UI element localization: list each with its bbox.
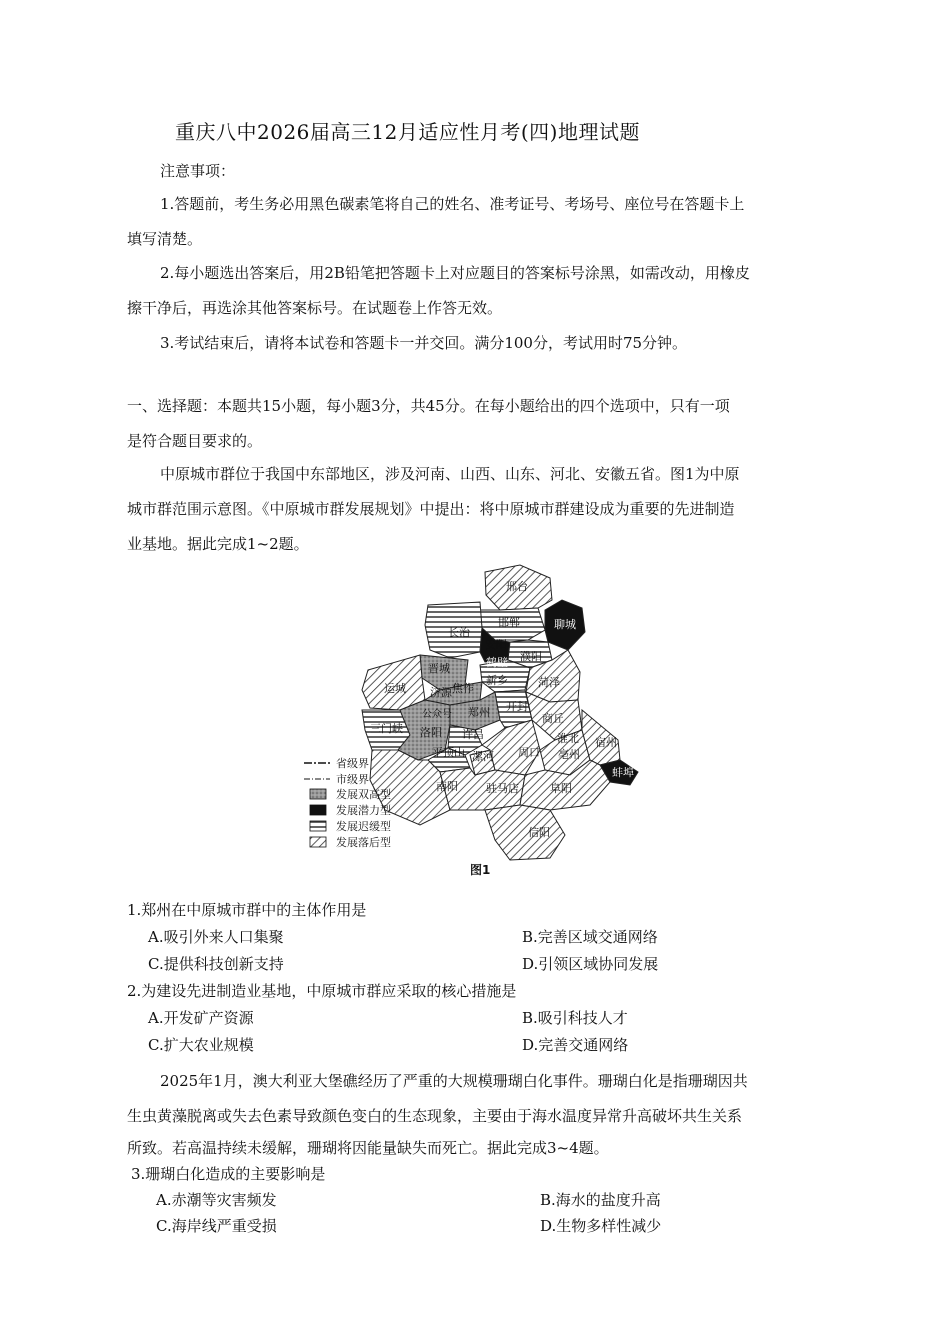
q2-stem: 2.为建设先进制造业基地，中原城市群应采取的核心措施是 [127,982,517,1000]
legend-city-border: 市级界 [336,773,369,786]
legend-swatch-double-high [310,789,326,799]
label-fuyang: 阜阳 [550,782,572,795]
q2-option-b[interactable]: B.吸引科技人才 [522,1009,628,1027]
central-plains-map [300,560,645,885]
q2-option-a[interactable]: A.开发矿产资源 [148,1009,254,1027]
label-luoyang: 洛阳 [420,726,442,739]
notice-item-1-line-1: 1.答题前，考生务必用黑色碳素笔将自己的姓名、准考证号、考场号、座位号在答题卡上 [160,195,745,213]
q2-option-d[interactable]: D.完善交通网络 [522,1036,629,1054]
label-huaibei: 淮北 [557,732,579,745]
label-sanmenxia: 三门峡 [370,722,403,735]
q3-stem: 3.珊瑚白化造成的主要影响是 [131,1165,326,1183]
q3-option-a[interactable]: A.赤潮等灾害频发 [156,1191,277,1209]
label-liaocheng: 聊城 [554,618,576,631]
label-yuncheng: 运城 [384,682,406,695]
passage-1-line-1: 中原城市群位于我国中东部地区，涉及河南、山西、山东、河北、安徽五省。图1为中原 [160,465,740,483]
label-bozhou: 亳州 [558,748,580,761]
section-heading-line-1: 一、选择题：本题共15小题，每小题3分，共45分。在每小题给出的四个选项中，只有一项 [127,397,730,415]
label-hebi: 鹤壁 [486,656,508,669]
figure-caption: 图1 [470,863,491,877]
label-xingtai: 邢台 [506,580,528,593]
passage-2-line-1: 2025年1月，澳大利亚大堡礁经历了严重的大规模珊瑚白化事件。珊瑚白化是指珊瑚因共 [160,1072,748,1090]
q1-stem: 1.郑州在中原城市群中的主体作用是 [127,901,367,919]
label-puyang: 濮阳 [520,650,542,663]
legend-swatch-lagging [310,837,326,847]
central-plains-map-figure [300,560,645,885]
passage-2-line-2: 生虫黄藻脱离或失去色素导致颜色变白的生态现象，主要由于海水温度异常升高破坏共生关系 [127,1107,743,1125]
legend-lagging: 发展落后型 [336,836,391,849]
legend-swatch-potential [310,805,326,815]
notice-item-1-line-2: 填写清楚。 [127,230,203,248]
notice-item-2-line-2: 擦干净后，再选涂其他答案标号。在试题卷上作答无效。 [127,299,503,317]
notice-heading: 注意事项： [160,162,236,180]
q2-option-c[interactable]: C.扩大农业规模 [148,1036,254,1054]
label-xuchang: 许昌 [462,728,484,741]
label-xinxiang: 新乡 [486,674,508,687]
label-shangqiu: 商丘 [542,712,564,725]
label-nanyang: 南阳 [436,780,458,793]
legend-potential: 发展潜力型 [336,804,391,817]
label-anyang: 安阳 [485,638,507,651]
label-pingdingshan: 平顶山 [432,746,465,759]
q1-option-c[interactable]: C.提供科技创新支持 [148,955,284,973]
q3-option-d[interactable]: D.生物多样性减少 [540,1217,662,1235]
label-jiyuan: 济源 [430,686,452,699]
legend-double-high: 发展双高型 [336,788,391,801]
label-zhengzhou: 郑州 [468,706,490,719]
section-heading-line-2: 是符合题目要求的。 [127,432,263,450]
page-title: 重庆八中2026届高三12月适应性月考(四)地理试题 [175,120,640,144]
map-regions [362,565,638,860]
passage-2-line-3: 所致。若高温持续未缓解，珊瑚将因能量缺失而死亡。据此完成3~4题。 [127,1139,609,1157]
label-kaifeng: 开封 [506,700,528,713]
label-jincheng: 晋城 [428,662,450,675]
notice-item-3: 3.考试结束后，请将本试卷和答题卡一并交回。满分100分，考试用时75分钟。 [160,334,688,352]
label-heze: 菏泽 [538,676,560,689]
label-suzhou: 宿州 [595,736,617,749]
label-jiaozuo: 焦作 [452,682,474,695]
notice-item-2-line-1: 2.每小题选出答案后，用2B铅笔把答题卡上对应题目的答案标号涂黑，如需改动，用橡皮 [160,264,750,282]
q1-option-a[interactable]: A.吸引外来人口集聚 [148,928,284,946]
q1-option-d[interactable]: D.引领区域协同发展 [522,955,659,973]
label-watermark: 公众号 [422,709,452,720]
passage-1-line-2: 城市群范围示意图。《中原城市群发展规划》中提出：将中原城市群建设成为重要的先进制造 [127,500,735,518]
label-luohe: 漯河 [472,750,494,763]
label-bengbu: 蚌埠 [612,766,634,779]
legend-province-border: 省级界 [336,757,369,770]
label-zhumadian: 驻马店 [486,782,519,795]
legend-swatch-slow [310,821,326,831]
region-xinyang [485,805,565,860]
label-zhoukou: 周口 [518,746,540,759]
label-changzhi: 长治 [448,626,470,639]
passage-1-line-3: 业基地。据此完成1~2题。 [127,535,309,553]
q3-option-c[interactable]: C.海岸线严重受损 [156,1217,277,1235]
q3-option-b[interactable]: B.海水的盐度升高 [540,1191,661,1209]
q1-option-b[interactable]: B.完善区域交通网络 [522,928,658,946]
label-xinyang: 信阳 [528,826,550,839]
legend-slow: 发展迟缓型 [336,820,391,833]
label-handan: 邯郸 [498,616,520,629]
